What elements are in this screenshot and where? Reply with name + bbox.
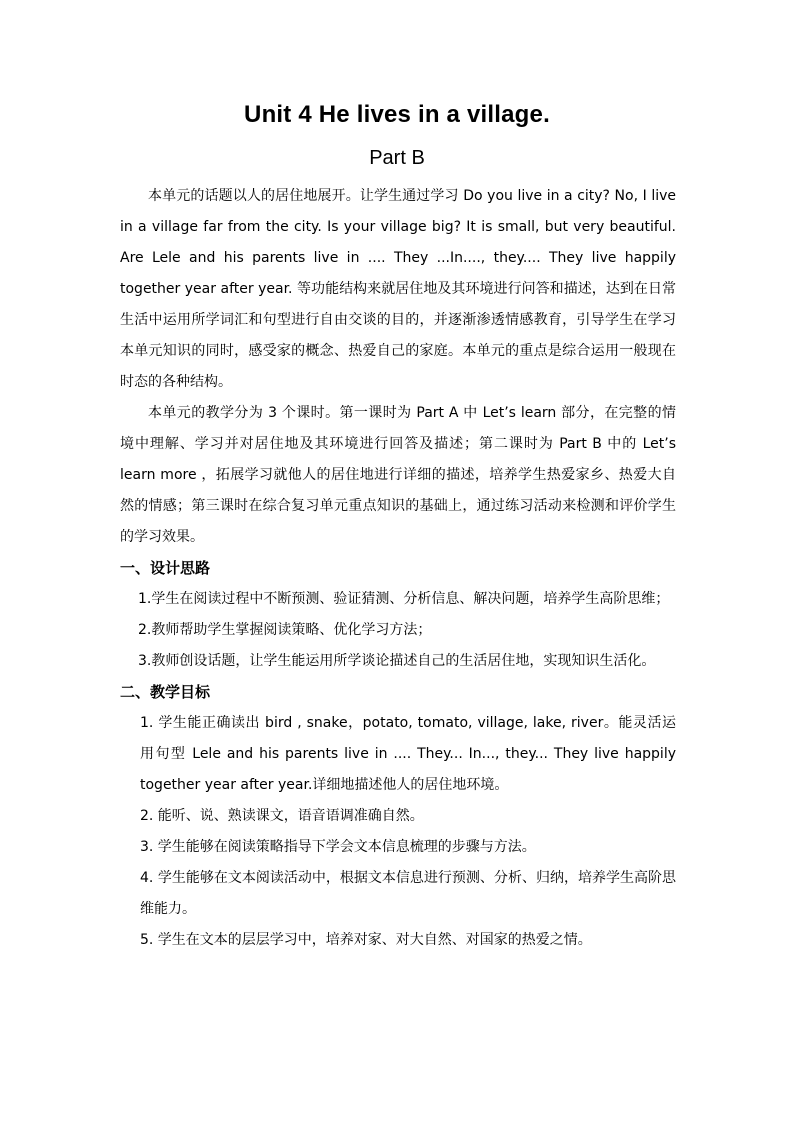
objective-item-4: 4. 学生能够在文本阅读活动中，根据文本信息进行预测、分析、归纳，培养学生高阶思维能力。 (140, 870, 676, 917)
objective-item-5: 5. 学生在文本的层层学习中，培养对家、对大自然、对国家的热爱之情。 (140, 932, 592, 948)
page-title: Unit 4 He lives in a village. (244, 101, 550, 128)
intro-paragraph-1: 本单元的话题以人的居住地展开。让学生通过学习 Do you live in a city? No, I live in a village far from the city. Is your village big? It is small, but very beautiful. Are Lele and his parents live in .... They ...In...., they.... They live happily together year after year. 等功能结构来就居住地及其环境进行问答和描述，达到在日常生活中运用所学词汇和句型进行自由交谈的目的，并逐渐渗透情感教育，引导学生在学习本单元知识的同时，感受家的概念、热爱自己的家庭。本单元的重点是综合运用一般现在时态的各种结构。 (120, 188, 676, 390)
intro-paragraph-2: 本单元的教学分为 3 个课时。第一课时为 Part A 中 Let’s learn 部分，在完整的情境中理解、学习并对居住地及其环境进行回答及描述；第二课时为 Part B 中的 Let’s learn more ，拓展学习就他人的居住地进行详细的描述，培养学生热爱家乡、热爱大自然的情感；第三课时在综合复习单元重点知识的基础上，通过练习活动来检测和评价学生的学习效果。 (120, 405, 676, 545)
page-subtitle: Part B (369, 147, 425, 169)
section-heading-objectives: 二、教学目标 (120, 683, 211, 701)
objective-item-3: 3. 学生能够在阅读策略指导下学会文本信息梳理的步骤与方法。 (140, 839, 536, 855)
section-heading-design: 一、设计思路 (120, 559, 211, 577)
objective-item-1: 1. 学生能正确读出 bird , snake，potato, tomato, village, lake, river。能灵活运用句型 Lele and his parents live in .... They... In..., they... They live happily together year after year.详细地描述他人的居住地环境。 (140, 715, 676, 793)
design-item-3: 3.教师创设话题，让学生能运用所学谈论描述自己的生活居住地，实现知识生活化。 (138, 653, 656, 669)
document-body (120, 181, 676, 956)
design-item-1: 1.学生在阅读过程中不断预测、验证猜测、分析信息、解决问题，培养学生高阶思维； (138, 591, 670, 607)
design-item-2: 2.教师帮助学生掌握阅读策略、优化学习方法； (138, 622, 432, 638)
objective-item-2: 2. 能听、说、熟读课文，语音语调准确自然。 (140, 808, 424, 824)
